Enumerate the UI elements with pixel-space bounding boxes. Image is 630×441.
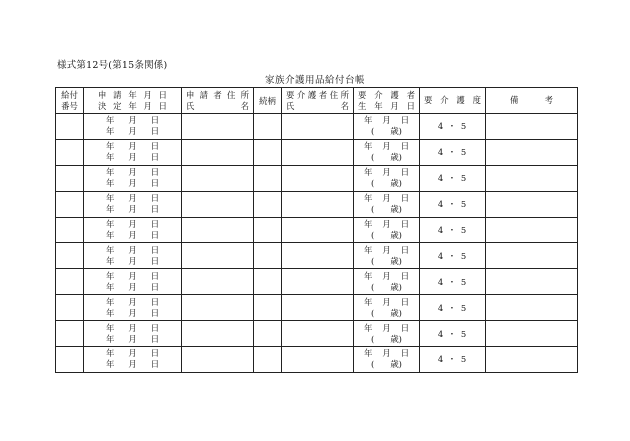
applicant-cell[interactable] [182, 295, 254, 321]
month-label: 月 [128, 322, 137, 333]
age-label: 歳) [390, 281, 402, 292]
month-label: 月 [382, 167, 391, 178]
applicant-cell[interactable] [182, 243, 254, 269]
year-label: 年 [105, 178, 115, 189]
header-relation: 続柄 [254, 88, 282, 114]
table-row [56, 114, 578, 140]
kyufu-number-cell[interactable] [56, 139, 84, 165]
applicant-cell[interactable] [182, 165, 254, 191]
year-label: 年 [363, 270, 373, 281]
header-birthdate [354, 88, 420, 114]
cared-person-cell[interactable] [282, 191, 354, 217]
cared-person-cell[interactable] [282, 114, 354, 140]
care-level-options: 4 ・ 5 [437, 147, 468, 158]
applicant-cell[interactable] [182, 114, 254, 140]
relation-cell[interactable] [254, 295, 282, 321]
month-label: 月 [128, 244, 137, 255]
day-label: 日 [150, 281, 160, 292]
table-row [56, 295, 578, 321]
header-date-char: 請 [113, 89, 122, 100]
age-open-paren: ( [371, 333, 375, 344]
month-label: 月 [382, 348, 391, 359]
day-label: 日 [400, 115, 410, 126]
year-label: 年 [105, 359, 115, 370]
day-label: 日 [400, 219, 410, 229]
month-label: 月 [128, 219, 137, 229]
remarks-cell[interactable] [486, 321, 578, 347]
header-date-char: 日 [158, 89, 167, 100]
header-kyufu-line2: 番号 [61, 100, 78, 111]
header-care-char: 護 [456, 95, 465, 105]
kyufu-number-cell[interactable] [56, 114, 84, 140]
month-label: 月 [128, 193, 137, 204]
age-open-paren: ( [371, 152, 375, 163]
header-remarks-char: 考 [544, 95, 553, 105]
day-label: 日 [400, 348, 410, 359]
day-label: 日 [150, 141, 160, 152]
day-label: 日 [150, 348, 160, 359]
header-care-char: 介 [440, 95, 449, 105]
month-label: 月 [382, 296, 391, 307]
age-label: 歳) [390, 204, 402, 215]
header-birth-char: 年 [374, 100, 383, 111]
header-cared-char: 介 [296, 89, 306, 100]
header-applicant-char: 氏 [186, 100, 195, 111]
birthdate-cell[interactable] [354, 347, 420, 373]
birthdate-cell[interactable] [354, 321, 420, 347]
birthdate-cell[interactable] [354, 139, 420, 165]
dates-cell[interactable] [84, 269, 182, 295]
cared-person-cell[interactable] [282, 243, 354, 269]
day-label: 日 [400, 270, 410, 281]
kyufu-number-cell[interactable] [56, 165, 84, 191]
month-label: 月 [382, 141, 391, 152]
header-date-char: 日 [158, 100, 167, 111]
month-label: 月 [128, 281, 137, 292]
relation-cell[interactable] [254, 217, 282, 243]
ledger-table [55, 87, 578, 373]
age-label: 歳) [390, 126, 402, 137]
day-label: 日 [400, 167, 410, 178]
day-label: 日 [150, 219, 160, 229]
age-label: 歳) [390, 359, 402, 370]
header-birth-char: 日 [406, 100, 415, 111]
header-birth-char: 者 [406, 89, 415, 100]
care-level-options: 4 ・ 5 [437, 276, 468, 287]
month-label: 月 [128, 333, 137, 344]
relation-cell[interactable] [254, 139, 282, 165]
kyufu-number-cell[interactable] [56, 295, 84, 321]
age-label: 歳) [390, 230, 402, 240]
birthdate-cell[interactable] [354, 295, 420, 321]
year-label: 年 [105, 255, 115, 266]
birthdate-cell[interactable] [354, 165, 420, 191]
applicant-cell[interactable] [182, 191, 254, 217]
year-label: 年 [363, 322, 373, 333]
form-number: 様式第12号(第15条関係) [57, 60, 168, 71]
year-label: 年 [363, 244, 373, 255]
care-level-cell[interactable] [420, 139, 486, 165]
header-applicant-char: 所 [240, 89, 249, 100]
year-label: 年 [105, 230, 115, 240]
care-level-cell[interactable] [420, 347, 486, 373]
month-label: 月 [128, 270, 137, 281]
header-kyufu-line1: 給付 [61, 89, 78, 100]
day-label: 日 [150, 333, 160, 344]
header-cared-char: 護 [307, 89, 317, 100]
header-cared-char: 所 [340, 89, 349, 100]
dates-cell[interactable] [84, 347, 182, 373]
year-label: 年 [105, 115, 115, 126]
care-level-options: 4 ・ 5 [437, 225, 468, 235]
dates-cell[interactable] [84, 165, 182, 191]
month-label: 月 [128, 167, 137, 178]
month-label: 月 [128, 178, 137, 189]
day-label: 日 [150, 193, 160, 204]
care-level-cell[interactable] [420, 269, 486, 295]
day-label: 日 [400, 322, 410, 333]
age-open-paren: ( [371, 359, 375, 370]
day-label: 日 [150, 322, 160, 333]
applicant-cell[interactable] [182, 269, 254, 295]
year-label: 年 [105, 281, 115, 292]
month-label: 月 [382, 244, 391, 255]
day-label: 日 [150, 244, 160, 255]
remarks-cell[interactable] [486, 243, 578, 269]
dates-cell[interactable] [84, 321, 182, 347]
care-level-options: 4 ・ 5 [437, 302, 468, 313]
month-label: 月 [128, 359, 137, 370]
birthdate-cell[interactable] [354, 191, 420, 217]
year-label: 年 [105, 322, 115, 333]
day-label: 日 [150, 178, 160, 189]
age-open-paren: ( [371, 307, 375, 318]
header-date-char: 年 [128, 89, 137, 100]
year-label: 年 [105, 307, 115, 318]
header-applicant-char: 者 [213, 89, 222, 100]
header-care-level [420, 88, 486, 114]
year-label: 年 [105, 141, 115, 152]
header-birth-char: 月 [390, 100, 399, 111]
header-date-char: 年 [128, 100, 137, 111]
table-row [56, 191, 578, 217]
care-level-options: 4 ・ 5 [437, 354, 468, 365]
header-cared-person [282, 88, 354, 114]
age-label: 歳) [390, 152, 402, 163]
remarks-cell[interactable] [486, 295, 578, 321]
header-care-char: 度 [472, 95, 481, 105]
table-row [56, 165, 578, 191]
care-level-cell[interactable] [420, 191, 486, 217]
year-label: 年 [105, 270, 115, 281]
year-label: 年 [105, 219, 115, 229]
age-label: 歳) [390, 333, 402, 344]
birthdate-cell[interactable] [354, 114, 420, 140]
month-label: 月 [128, 141, 137, 152]
birthdate-cell[interactable] [354, 243, 420, 269]
month-label: 月 [128, 152, 137, 163]
year-label: 年 [363, 219, 373, 229]
year-label: 年 [363, 167, 373, 178]
header-birth-char: 要 [358, 89, 367, 100]
care-level-options: 4 ・ 5 [437, 199, 468, 210]
birthdate-cell[interactable] [354, 269, 420, 295]
relation-cell[interactable] [254, 165, 282, 191]
year-label: 年 [105, 193, 115, 204]
table-row [56, 321, 578, 347]
day-label: 日 [400, 193, 410, 204]
cared-person-cell[interactable] [282, 347, 354, 373]
remarks-cell[interactable] [486, 191, 578, 217]
dates-cell[interactable] [84, 191, 182, 217]
care-level-options: 4 ・ 5 [437, 328, 468, 339]
month-label: 月 [128, 348, 137, 359]
care-level-cell[interactable] [420, 295, 486, 321]
header-dates [84, 88, 182, 114]
year-label: 年 [105, 348, 115, 359]
age-label: 歳) [390, 255, 402, 266]
header-date-char: 定 [113, 100, 122, 111]
header-birth-char: 介 [374, 89, 383, 100]
care-level-cell[interactable] [420, 321, 486, 347]
remarks-cell[interactable] [486, 217, 578, 243]
dates-cell[interactable] [84, 217, 182, 243]
day-label: 日 [150, 204, 160, 215]
dates-cell[interactable] [84, 139, 182, 165]
year-label: 年 [363, 141, 373, 152]
dates-cell[interactable] [84, 114, 182, 140]
relation-cell[interactable] [254, 191, 282, 217]
care-level-cell[interactable] [420, 217, 486, 243]
header-remarks [486, 88, 578, 114]
day-label: 日 [150, 152, 160, 163]
age-label: 歳) [390, 178, 402, 189]
kyufu-number-cell[interactable] [56, 321, 84, 347]
applicant-cell[interactable] [182, 347, 254, 373]
applicant-cell[interactable] [182, 217, 254, 243]
header-kyufu-number [56, 88, 84, 114]
relation-cell[interactable] [254, 243, 282, 269]
care-level-options: 4 ・ 5 [437, 173, 468, 184]
relation-cell[interactable] [254, 321, 282, 347]
relation-cell[interactable] [254, 347, 282, 373]
kyufu-number-cell[interactable] [56, 269, 84, 295]
header-applicant-char: 請 [199, 89, 209, 100]
age-label: 歳) [390, 307, 402, 318]
month-label: 月 [382, 322, 391, 333]
header-care-char: 要 [424, 95, 433, 105]
header-birth-char: 生 [358, 100, 367, 111]
remarks-cell[interactable] [486, 347, 578, 373]
day-label: 日 [150, 167, 160, 178]
dates-cell[interactable] [84, 243, 182, 269]
header-cared-char: 要 [286, 89, 295, 100]
relation-cell[interactable] [254, 114, 282, 140]
month-label: 月 [382, 270, 391, 281]
kyufu-number-cell[interactable] [56, 191, 84, 217]
cared-person-cell[interactable] [282, 217, 354, 243]
day-label: 日 [150, 307, 160, 318]
year-label: 年 [105, 204, 115, 215]
care-level-cell[interactable] [420, 243, 486, 269]
day-label: 日 [150, 296, 160, 307]
age-open-paren: ( [371, 255, 375, 266]
header-date-char: 決 [98, 100, 107, 111]
header-applicant [182, 88, 254, 114]
header-cared-char: 住 [329, 89, 339, 100]
age-open-paren: ( [371, 204, 375, 215]
year-label: 年 [105, 152, 115, 163]
care-level-cell[interactable] [420, 165, 486, 191]
table-row [56, 217, 578, 243]
header-date-char: 申 [98, 89, 107, 100]
month-label: 月 [128, 296, 137, 307]
remarks-cell[interactable] [486, 269, 578, 295]
day-label: 日 [400, 296, 410, 307]
age-open-paren: ( [371, 178, 375, 189]
care-level-options: 4 ・ 5 [437, 121, 468, 132]
birthdate-cell[interactable] [354, 217, 420, 243]
header-remarks-char: 備 [510, 95, 519, 105]
remarks-cell[interactable] [486, 165, 578, 191]
header-applicant-char: 申 [186, 89, 195, 100]
kyufu-number-cell[interactable] [56, 217, 84, 243]
day-label: 日 [150, 359, 160, 370]
day-label: 日 [150, 270, 160, 281]
ledger-body [56, 114, 578, 373]
table-row [56, 347, 578, 373]
age-open-paren: ( [371, 230, 375, 240]
cared-person-cell[interactable] [282, 139, 354, 165]
header-row [56, 88, 578, 114]
month-label: 月 [382, 115, 391, 126]
month-label: 月 [128, 204, 137, 215]
month-label: 月 [382, 219, 391, 229]
year-label: 年 [105, 244, 115, 255]
month-label: 月 [128, 307, 137, 318]
day-label: 日 [400, 244, 410, 255]
month-label: 月 [382, 193, 391, 204]
table-row [56, 139, 578, 165]
year-label: 年 [105, 126, 115, 137]
year-label: 年 [363, 193, 373, 204]
day-label: 日 [150, 255, 160, 266]
day-label: 日 [150, 230, 160, 240]
cared-person-cell[interactable] [282, 165, 354, 191]
year-label: 年 [105, 167, 115, 178]
relation-cell[interactable] [254, 269, 282, 295]
year-label: 年 [363, 296, 373, 307]
age-open-paren: ( [371, 126, 375, 137]
table-row [56, 243, 578, 269]
header-cared-char: 氏 [286, 100, 295, 111]
age-open-paren: ( [371, 281, 375, 292]
month-label: 月 [128, 115, 137, 126]
cared-person-cell[interactable] [282, 321, 354, 347]
year-label: 年 [105, 296, 115, 307]
header-date-char: 月 [143, 100, 152, 111]
month-label: 月 [128, 255, 137, 266]
cared-person-cell[interactable] [282, 295, 354, 321]
month-label: 月 [128, 126, 137, 137]
header-cared-char: 名 [340, 100, 349, 111]
remarks-cell[interactable] [486, 114, 578, 140]
kyufu-number-cell[interactable] [56, 347, 84, 373]
table-row [56, 269, 578, 295]
year-label: 年 [363, 115, 373, 126]
remarks-cell[interactable] [486, 139, 578, 165]
kyufu-number-cell[interactable] [56, 243, 84, 269]
header-birth-char: 護 [390, 89, 399, 100]
applicant-cell[interactable] [182, 139, 254, 165]
care-level-cell[interactable] [420, 114, 486, 140]
header-applicant-char: 住 [226, 89, 236, 100]
dates-cell[interactable] [84, 295, 182, 321]
page-title: 家族介護用品給付台帳 [264, 75, 365, 86]
care-level-options: 4 ・ 5 [437, 250, 468, 261]
day-label: 日 [400, 141, 410, 152]
day-label: 日 [150, 126, 160, 137]
cared-person-cell[interactable] [282, 269, 354, 295]
header-cared-char: 者 [318, 89, 328, 100]
header-applicant-char: 名 [240, 100, 249, 111]
year-label: 年 [363, 348, 373, 359]
applicant-cell[interactable] [182, 321, 254, 347]
header-date-char: 月 [143, 89, 152, 100]
day-label: 日 [150, 115, 160, 126]
year-label: 年 [105, 333, 115, 344]
month-label: 月 [128, 230, 137, 240]
